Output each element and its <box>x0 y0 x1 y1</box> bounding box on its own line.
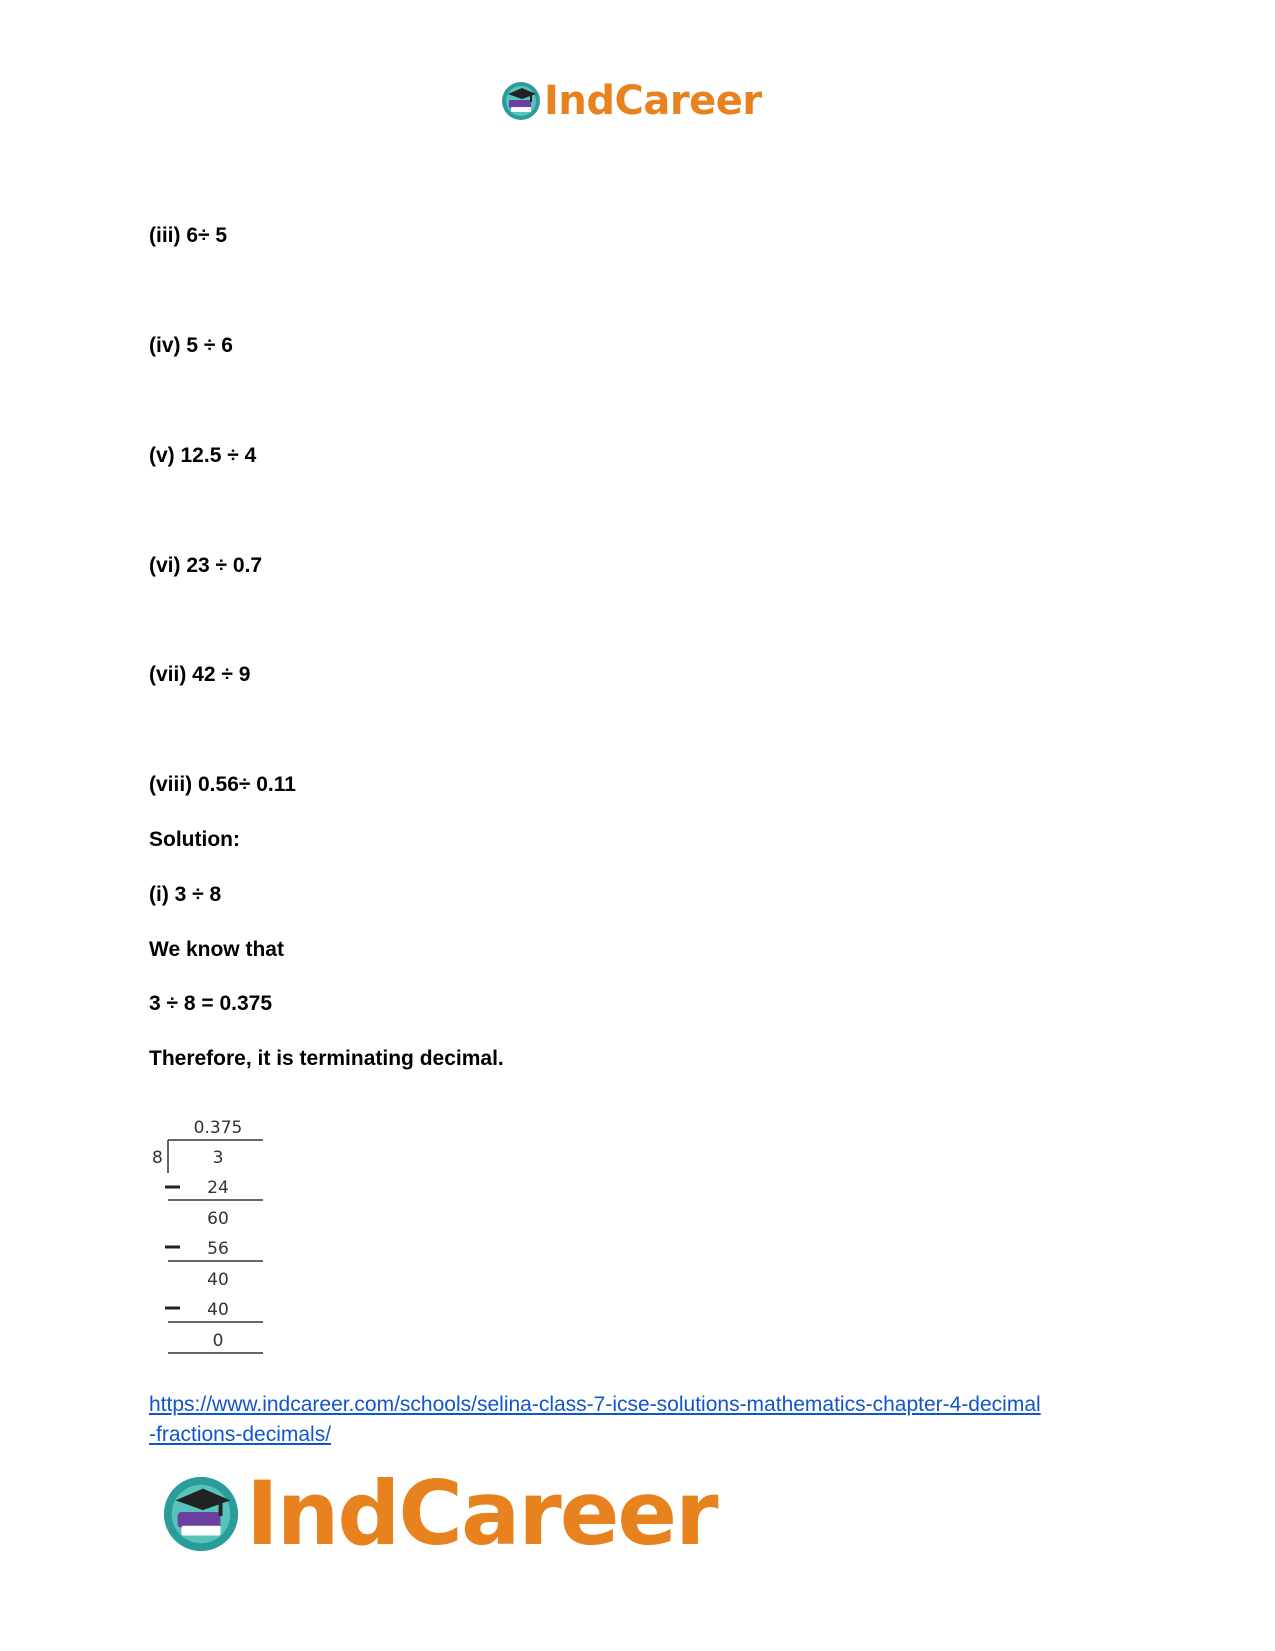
solution-equation: 3 ÷ 8 = 0.375 <box>149 992 273 1015</box>
division-step: 56 <box>207 1239 229 1259</box>
division-step: 40 <box>207 1270 229 1290</box>
question-iii: (iii) 6÷ 5 <box>149 224 228 247</box>
division-step: 0 <box>212 1331 224 1351</box>
question-v: (v) 12.5 ÷ 4 <box>149 444 257 467</box>
question-viii: (viii) 0.56÷ 0.11 <box>149 773 296 796</box>
question-vi: (vi) 23 ÷ 0.7 <box>149 554 263 577</box>
solution-intro: We know that <box>149 938 284 961</box>
solution-conclusion: Therefore, it is terminating decimal. <box>149 1047 504 1070</box>
graduation-book-icon <box>160 1473 242 1555</box>
long-division-figure <box>148 1115 268 1365</box>
division-step: 40 <box>207 1300 229 1320</box>
division-step: 60 <box>207 1209 229 1229</box>
graduation-book-icon <box>500 80 542 122</box>
solution-part-label: (i) 3 ÷ 8 <box>149 883 222 906</box>
source-link[interactable] <box>149 1390 1129 1450</box>
source-link-line1[interactable]: https://www.indcareer.com/schools/selina-class-7-icse-solutions-mathematics-chapter-4-decimal <box>149 1393 1041 1416</box>
footer-logo <box>160 1462 717 1565</box>
division-dividend: 3 <box>212 1148 224 1168</box>
logo-wordmark: IndCareer <box>246 1462 717 1565</box>
division-divisor: 8 <box>152 1148 163 1168</box>
question-vii: (vii) 42 ÷ 9 <box>149 663 251 686</box>
header-logo <box>500 78 762 124</box>
source-link-line2[interactable]: -fractions-decimals/ <box>149 1423 332 1446</box>
solution-heading: Solution: <box>149 828 240 851</box>
logo-wordmark: IndCareer <box>544 78 762 124</box>
division-quotient: 0.375 <box>193 1118 243 1138</box>
question-iv: (iv) 5 ÷ 6 <box>149 334 233 357</box>
division-step: 24 <box>207 1178 229 1198</box>
